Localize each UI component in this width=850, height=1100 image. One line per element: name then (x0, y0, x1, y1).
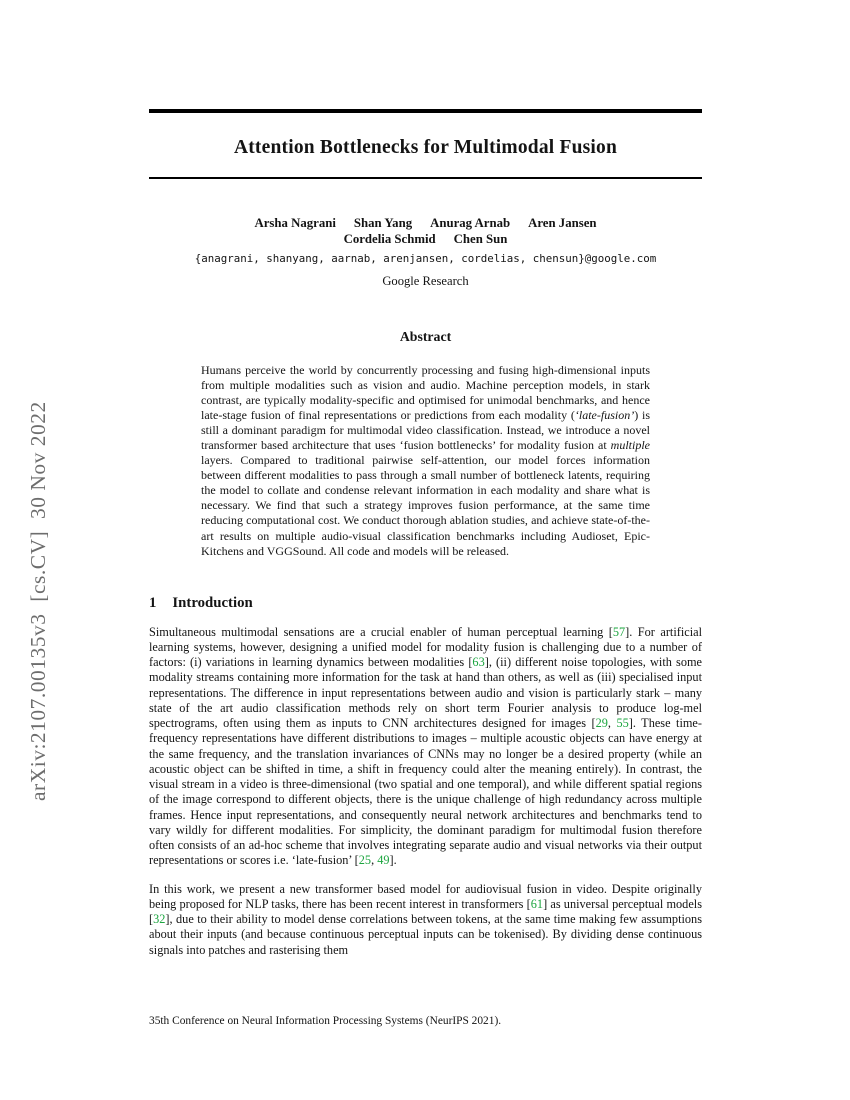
author-block (149, 215, 702, 248)
citation-link[interactable]: 29 (595, 716, 608, 731)
citation-link[interactable]: 57 (612, 624, 626, 639)
citation-link[interactable]: 32 (153, 912, 166, 927)
section-title: Introduction (172, 594, 253, 611)
footer-conference-note: 35th Conference on Neural Information Processing Systems (NeurIPS 2021). (149, 1015, 502, 1027)
authors-line-1 (149, 215, 702, 232)
title-rule-bottom (149, 177, 702, 179)
section-number: 1 (149, 594, 157, 611)
abstract-text: Humans perceive the world by concurrently processing and fusing high-dimensional inputs from multiple modalities such as vision and audio. Machine perception models, in stark contrast, are typically modality-specific and optimised for unimodal benchmarks, and hence late-stage fusion of final representations or predictions from each modality (‘late-fusion’) is still a dominant paradigm for multimodal video classification. Instead, we introduce a novel transformer based architecture that uses ‘fusion bottlenecks’ for modality fusion at multiple layers. Compared to traditional pairwise self-attention, our model forces information between different modalities to pass through a small number of bottleneck latents, requiring the model to collate and condense relevant information in each modality and share what is necessary. We find that such a strategy improves fusion performance, at the same time reducing computational cost. We conduct thorough ablation studies, and achieve state-of-the-art results on multiple audio-visual classification benchmarks including Audioset, Epic-Kitchens and VGGSound. All code and models will be released. (201, 362, 651, 558)
affiliation: Google Research (382, 273, 469, 288)
abstract-heading: Abstract (399, 328, 452, 344)
author-name: Arsha Nagrani (254, 215, 336, 230)
arxiv-stamp: arXiv:2107.00135v3 [cs.CV] 30 Nov 2022 (26, 401, 50, 801)
author-name: Anurag Arnab (430, 215, 511, 230)
author-name: Shan Yang (353, 215, 413, 230)
paper-title: Attention Bottlenecks for Multimodal Fusion (233, 137, 618, 158)
citation-link[interactable]: 63 (472, 655, 485, 670)
citation-link[interactable]: 55 (616, 716, 629, 731)
citation-link[interactable]: 61 (530, 896, 544, 911)
author-name: Aren Jansen (528, 215, 597, 230)
author-name: Chen Sun (453, 232, 508, 246)
title-rule-top (149, 109, 702, 113)
intro-paragraph-1: Simultaneous multimodal sensations are a crucial enabler of human perceptual learning [57]. For artificial learning systems, however, designing a unified model for modality fusion is challenging due to a number of factors: (i) variations in learning dynamics between modalities [63], (ii) different noise topologies, with some modality streams containing more information for the task at hand than others, as well as (iii) specialised input representations. The difference in input representations between audio and vision is particularly stark – many state of the art audio classification methods rely on short term Fourier analysis to produce log-mel spectrograms, often using them as inputs to CNN architectures designed for images [29, 55]. These time-frequency representations have different distributions to images – multiple acoustic objects can have energy at the same frequency, and the translation invariances of CNNs may no longer be a desired property (while an acoustic object can be shifted in time, a shift in frequency could alter the meaning entirely). In contrast, the visual stream in a video is three-dimensional (two spatial and one temporal), and while different spatial regions of the image correspond to different objects, there is the unique challenge of high redundancy across multiple frames. Hence input representations, and consequently neural network architectures and benchmarks tend to vary wildly for different modalities. For simplicity, the dominant paradigm for multimodal fusion therefore often consists of an ad-hoc scheme that involves integrating separate audio and visual networks via their output representations or scores i.e. ‘late-fusion’ [25, 49]. (149, 624, 703, 868)
section-1-heading (149, 595, 702, 612)
citation-link[interactable]: 49 (377, 853, 390, 868)
author-name: Cordelia Schmid (343, 232, 436, 246)
paper-page (149, 0, 702, 958)
authors-line-2 (149, 231, 702, 248)
citation-link[interactable]: 25 (358, 853, 372, 868)
emphasis-text: ‘late-fusion’ (574, 407, 635, 422)
author-emails: {anagrani, shanyang, aarnab, arenjansen, cordelias, chensun}@google.com (194, 251, 657, 265)
emphasis-text: multiple (610, 437, 650, 452)
intro-paragraph-2: In this work, we present a new transformer based model for audiovisual fusion in video. Despite originally being proposed for NLP tasks, there has been recent interest in transformers [61] as universal perceptual models [32], due to their ability to model dense correlations between tokens, at the same time making few assumptions about their inputs (and because continuous perceptual inputs can be tokenised). By dividing dense continuous signals into patches and rasterising them (149, 881, 702, 957)
